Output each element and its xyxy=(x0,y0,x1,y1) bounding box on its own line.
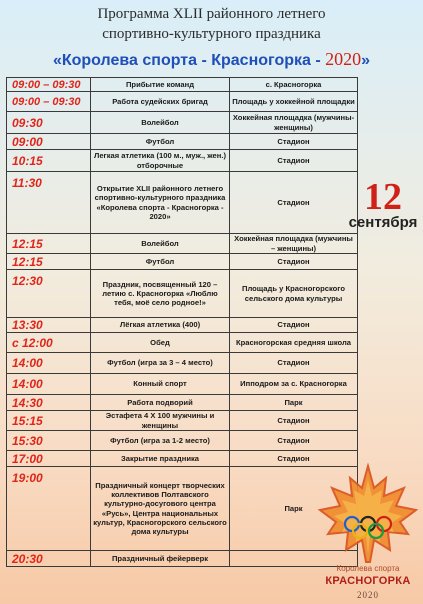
row-event: Работа судейских бригад xyxy=(91,92,230,112)
row-time: 13:30 xyxy=(7,318,91,333)
logo-year: 2020 xyxy=(357,590,379,600)
schedule-row xyxy=(7,353,358,374)
logo-line1: Королева спорта xyxy=(336,564,400,573)
schedule-row xyxy=(7,411,358,431)
row-event: Футбол xyxy=(91,254,230,270)
row-event: Волейбол xyxy=(91,234,230,254)
row-time: 14:00 xyxy=(7,353,91,374)
date-day: 12 xyxy=(364,176,402,218)
row-event: Футбол xyxy=(91,134,230,150)
row-event: Праздничный фейерверк xyxy=(91,551,230,567)
row-place: Стадион xyxy=(230,451,358,467)
row-time: 09:00 xyxy=(7,134,91,150)
schedule-row xyxy=(7,254,358,270)
row-event: Конный спорт xyxy=(91,374,230,395)
row-place: Стадион xyxy=(230,150,358,172)
row-time: 14:00 xyxy=(7,374,91,395)
row-place: Красногорская средняя школа xyxy=(230,333,358,353)
schedule-row xyxy=(7,92,358,112)
row-time: 17:00 xyxy=(7,451,91,467)
logo-line2: КРАСНОГОРКА xyxy=(325,575,411,587)
schedule-row xyxy=(7,234,358,254)
row-place: Парк xyxy=(230,395,358,411)
row-time: 15:30 xyxy=(7,431,91,451)
row-time: с 12:00 xyxy=(7,333,91,353)
row-time: 14:30 xyxy=(7,395,91,411)
row-place: Хоккейная площадка (мужчины – женщины) xyxy=(230,234,358,254)
event-name xyxy=(0,49,423,70)
row-place: Парк xyxy=(230,467,358,551)
schedule-table xyxy=(6,77,358,567)
maple-leaf-logo-icon xyxy=(316,462,420,566)
row-time: 11:30 xyxy=(7,172,91,234)
row-event: Открытие XLII районного летнего спортивно-культурного праздника «Королева спорта - Красногорка - 2020» xyxy=(91,172,230,234)
festival-logo xyxy=(316,462,420,602)
row-time: 15:15 xyxy=(7,411,91,431)
row-place: с. Красногорка xyxy=(230,78,358,92)
program-title-line1: Программа XLII районного летнего xyxy=(97,6,326,22)
row-place: Стадион xyxy=(230,353,358,374)
schedule-row xyxy=(7,551,358,567)
schedule-row xyxy=(7,78,358,92)
row-time: 09:00 – 09:30 xyxy=(7,92,91,112)
row-event: Обед xyxy=(91,333,230,353)
schedule-row xyxy=(7,134,358,150)
schedule-row xyxy=(7,318,358,333)
row-time: 19:00 xyxy=(7,467,91,551)
row-time: 09:30 xyxy=(7,112,91,134)
schedule-row xyxy=(7,451,358,467)
row-event: Прибытие команд xyxy=(91,78,230,92)
row-place: Площадь у Красногорского сельского дома культуры xyxy=(230,270,358,318)
schedule-row xyxy=(7,112,358,134)
row-event: Легкая атлетика (100 м., муж., жен.) отборочные xyxy=(91,150,230,172)
row-event: Эстафета 4 Х 100 мужчины и женщины xyxy=(91,411,230,431)
schedule-row xyxy=(7,467,358,551)
row-event: Волейбол xyxy=(91,112,230,134)
schedule-row xyxy=(7,150,358,172)
row-event: Лёгкая атлетика (400) xyxy=(91,318,230,333)
row-event: Закрытие праздника xyxy=(91,451,230,467)
row-place: Стадион xyxy=(230,134,358,150)
row-place: Хоккейная площадка (мужчины-женщины) xyxy=(230,112,358,134)
row-event: Работа подворий xyxy=(91,395,230,411)
row-place: Стадион xyxy=(230,254,358,270)
row-place: Стадион xyxy=(230,318,358,333)
row-place: Стадион xyxy=(230,411,358,431)
program-title-line2: спортивно-культурного праздника xyxy=(102,26,321,42)
row-time: 12:15 xyxy=(7,254,91,270)
schedule-row xyxy=(7,374,358,395)
schedule-row xyxy=(7,431,358,451)
event-date xyxy=(347,178,419,231)
row-event: Праздник, посвященный 120 – летию с. Красногорка «Люблю тебя, моё село родное!» xyxy=(91,270,230,318)
event-name-text: «Королева спорта - Красногорка - xyxy=(52,52,326,69)
schedule-row xyxy=(7,333,358,353)
row-time: 12:15 xyxy=(7,234,91,254)
row-place: Стадион xyxy=(230,172,358,234)
row-time: 09:00 – 09:30 xyxy=(7,78,91,92)
row-time: 20:30 xyxy=(7,551,91,567)
row-event: Футбол (игра за 1-2 место) xyxy=(91,431,230,451)
schedule-row xyxy=(7,395,358,411)
date-month: сентября xyxy=(348,214,418,231)
row-place: Площадь у хоккейной площадки xyxy=(230,92,358,112)
schedule-row xyxy=(7,172,358,234)
row-event: Праздничный концерт творческих коллективов Полтавского культурно-досугового центра «Русь», Центра национальных культур, Красногорского сельского дома культуры xyxy=(91,467,230,551)
row-event: Футбол (игра за 3 – 4 место) xyxy=(91,353,230,374)
row-place: Стадион xyxy=(230,431,358,451)
event-year: 2020 xyxy=(325,49,362,69)
row-time: 12:30 xyxy=(7,270,91,318)
schedule-row xyxy=(7,270,358,318)
event-name-end: » xyxy=(361,52,371,69)
row-time: 10:15 xyxy=(7,150,91,172)
row-place: Ипподром за с. Красногорка xyxy=(230,374,358,395)
